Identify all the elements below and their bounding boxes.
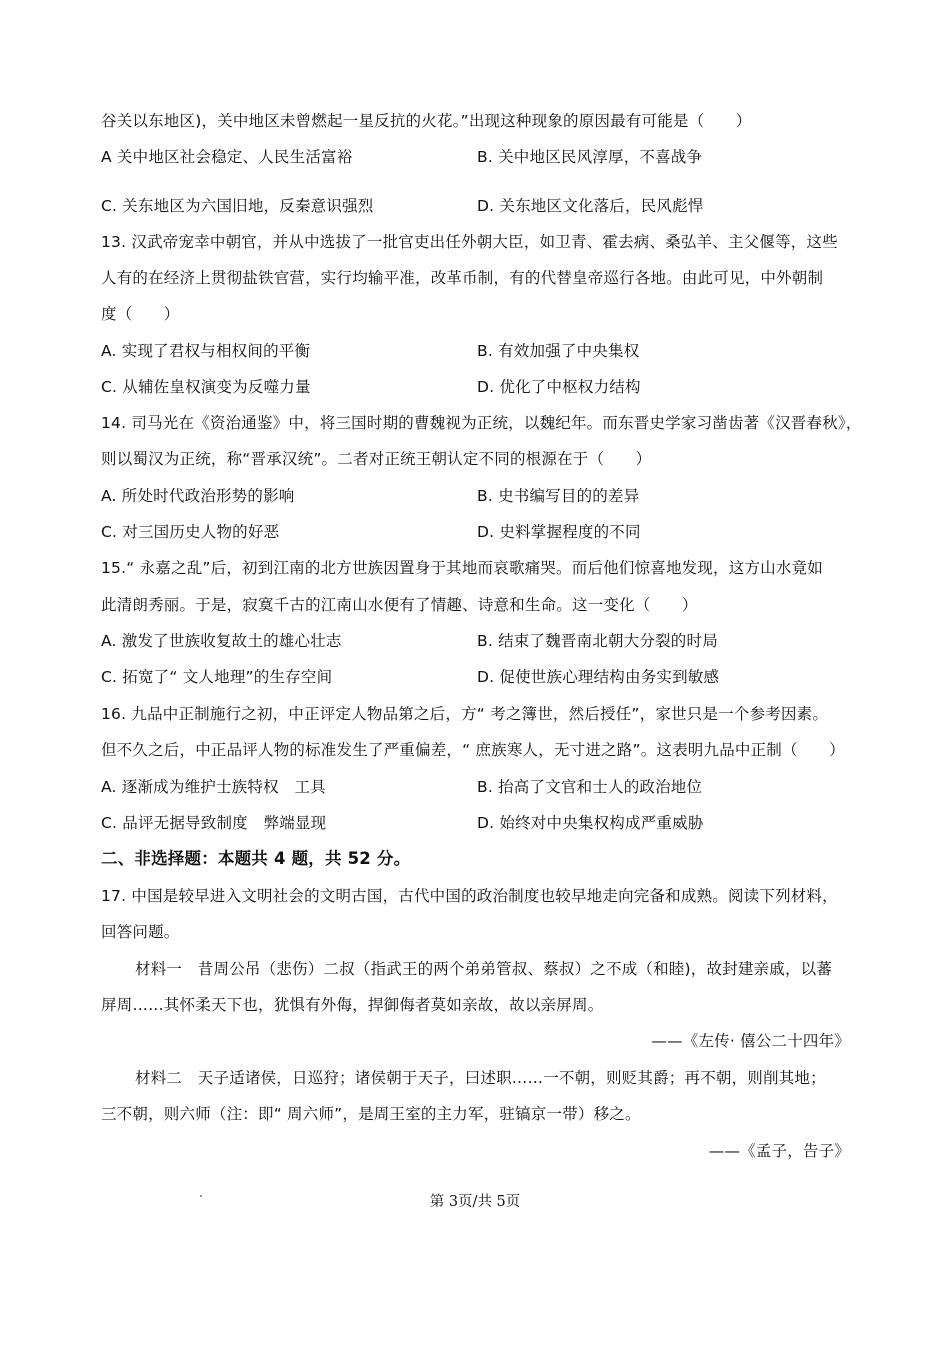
q16-stem-line1: 16. 九品中正制施行之初，中正评定人物品第之后，方“ 考之簿世，然后授任”，家世只是一个参考因素。 xyxy=(101,705,829,723)
q13-option-c: C. 从辅佐皇权演变为反噬力量 xyxy=(101,378,311,396)
q12-option-b: B. 关中地区民风淳厚，不喜战争 xyxy=(477,148,703,166)
material-one-source: ——《左传· 僖公二十四年》 xyxy=(651,1032,850,1050)
q15-option-c: C. 拓宽了“ 文人地理”的生存空间 xyxy=(101,668,333,686)
q12-option-d: D. 关东地区文化落后，民风彪悍 xyxy=(477,197,704,215)
page-footer: 第 3页/共 5页 xyxy=(429,1194,521,1210)
q12-option-a: A 关中地区社会稳定、人民生活富裕 xyxy=(101,148,353,166)
q16-stem-line2: 但不久之后，中正品评人物的标准发生了严重偏差，“ 庶族寒人，无寸进之路”。这表明九品中正制（ ） xyxy=(101,741,845,759)
material-two-source: ——《孟子，告子》 xyxy=(708,1142,850,1160)
q14-option-d: D. 史料掌握程度的不同 xyxy=(477,523,641,541)
q16-option-c: C. 品评无据导致制度 弊端显现 xyxy=(101,814,327,832)
q15-stem-line1: 15.“ 永嘉之乱”后，初到江南的北方世族因置身于其地而哀歌痛哭。而后他们惊喜地发现，这方山水竟如 xyxy=(101,559,823,577)
q15-stem-line2: 此清朗秀丽。于是，寂寞千古的江南山水便有了情趣、诗意和生命。这一变化（ ） xyxy=(101,596,698,614)
q16-option-a: A. 逐渐成为维护士族特权 工具 xyxy=(101,778,326,796)
q14-option-a: A. 所处时代政治形势的影响 xyxy=(101,487,295,505)
q16-option-d: D. 始终对中央集权构成严重威胁 xyxy=(477,814,704,832)
q13-stem-line3: 度（ ） xyxy=(101,305,180,323)
q14-stem-line1: 14. 司马光在《资治通鉴》中，将三国时期的曹魏视为正统，以魏纪年。而东晋史学家习凿齿著《汉晋春秋》， xyxy=(101,414,862,432)
q13-stem-line2: 人有的在经济上贯彻盐铁官营，实行均输平准，改革币制，有的代替皇帝巡行各地。由此可见，中外朝制 xyxy=(101,269,824,287)
q14-option-b: B. 史书编写目的的差异 xyxy=(477,487,640,505)
material-two-line2: 三不朝，则六师（注：即“ 周六师”，是周王室的主力军，驻镐京一带）移之。 xyxy=(101,1105,641,1123)
q12-continuation: 谷关以东地区)，关中地区未曾燃起一星反抗的火花。”出现这种现象的原因最有可能是（ ） xyxy=(101,112,752,130)
material-one-line1: 材料一 昔周公吊（悲伤）二叔（指武王的两个弟弟管叔、蔡叔）之不成（和睦)，故封建亲戚，以蕃 xyxy=(135,960,833,978)
q13-option-b: B. 有效加强了中央集权 xyxy=(477,342,640,360)
q13-option-a: A. 实现了君权与相权间的平衡 xyxy=(101,342,311,360)
q17-stem-line2: 回答问题。 xyxy=(101,923,180,941)
q15-option-d: D. 促使世族心理结构由务实到敏感 xyxy=(477,668,720,686)
q14-stem-line2: 则以蜀汉为正统，称“晋承汉统”。二者对正统王朝认定不同的根源在于（ ） xyxy=(101,450,652,468)
q12-option-c: C. 关东地区为六国旧地，反秦意识强烈 xyxy=(101,197,374,215)
material-two-line1: 材料二 天子适诸侯，日巡狩；诸侯朝于天子，曰述职……一不朝，则贬其爵；再不朝，则削其地； xyxy=(135,1069,826,1087)
q16-option-b: B. 抬高了文官和士人的政治地位 xyxy=(477,778,703,796)
q15-option-b: B. 结束了魏晋南北朝大分裂的时局 xyxy=(477,632,718,650)
q15-option-a: A. 激发了世族收复故土的雄心壮志 xyxy=(101,632,342,650)
q13-stem-line1: 13. 汉武帝宠幸中朝官，并从中选拔了一批官吏出任外朝大臣，如卫青、霍去病、桑弘羊、主父偃等，这些 xyxy=(101,233,838,251)
q14-option-c: C. 对三国历史人物的好恶 xyxy=(101,523,280,541)
section-heading: 二、非选择题：本题共 4 题，共 52 分。 xyxy=(101,849,411,868)
material-one-line2: 屏周……其怀柔天下也，犹惧有外侮，捍御侮者莫如亲故，故以亲屏周。 xyxy=(101,996,604,1014)
q17-stem-line1: 17. 中国是较早进入文明社会的文明古国，古代中国的政治制度也较早地走向完备和成熟。阅读下列材料， xyxy=(101,887,838,905)
q13-option-d: D. 优化了中枢权力结构 xyxy=(477,378,641,396)
